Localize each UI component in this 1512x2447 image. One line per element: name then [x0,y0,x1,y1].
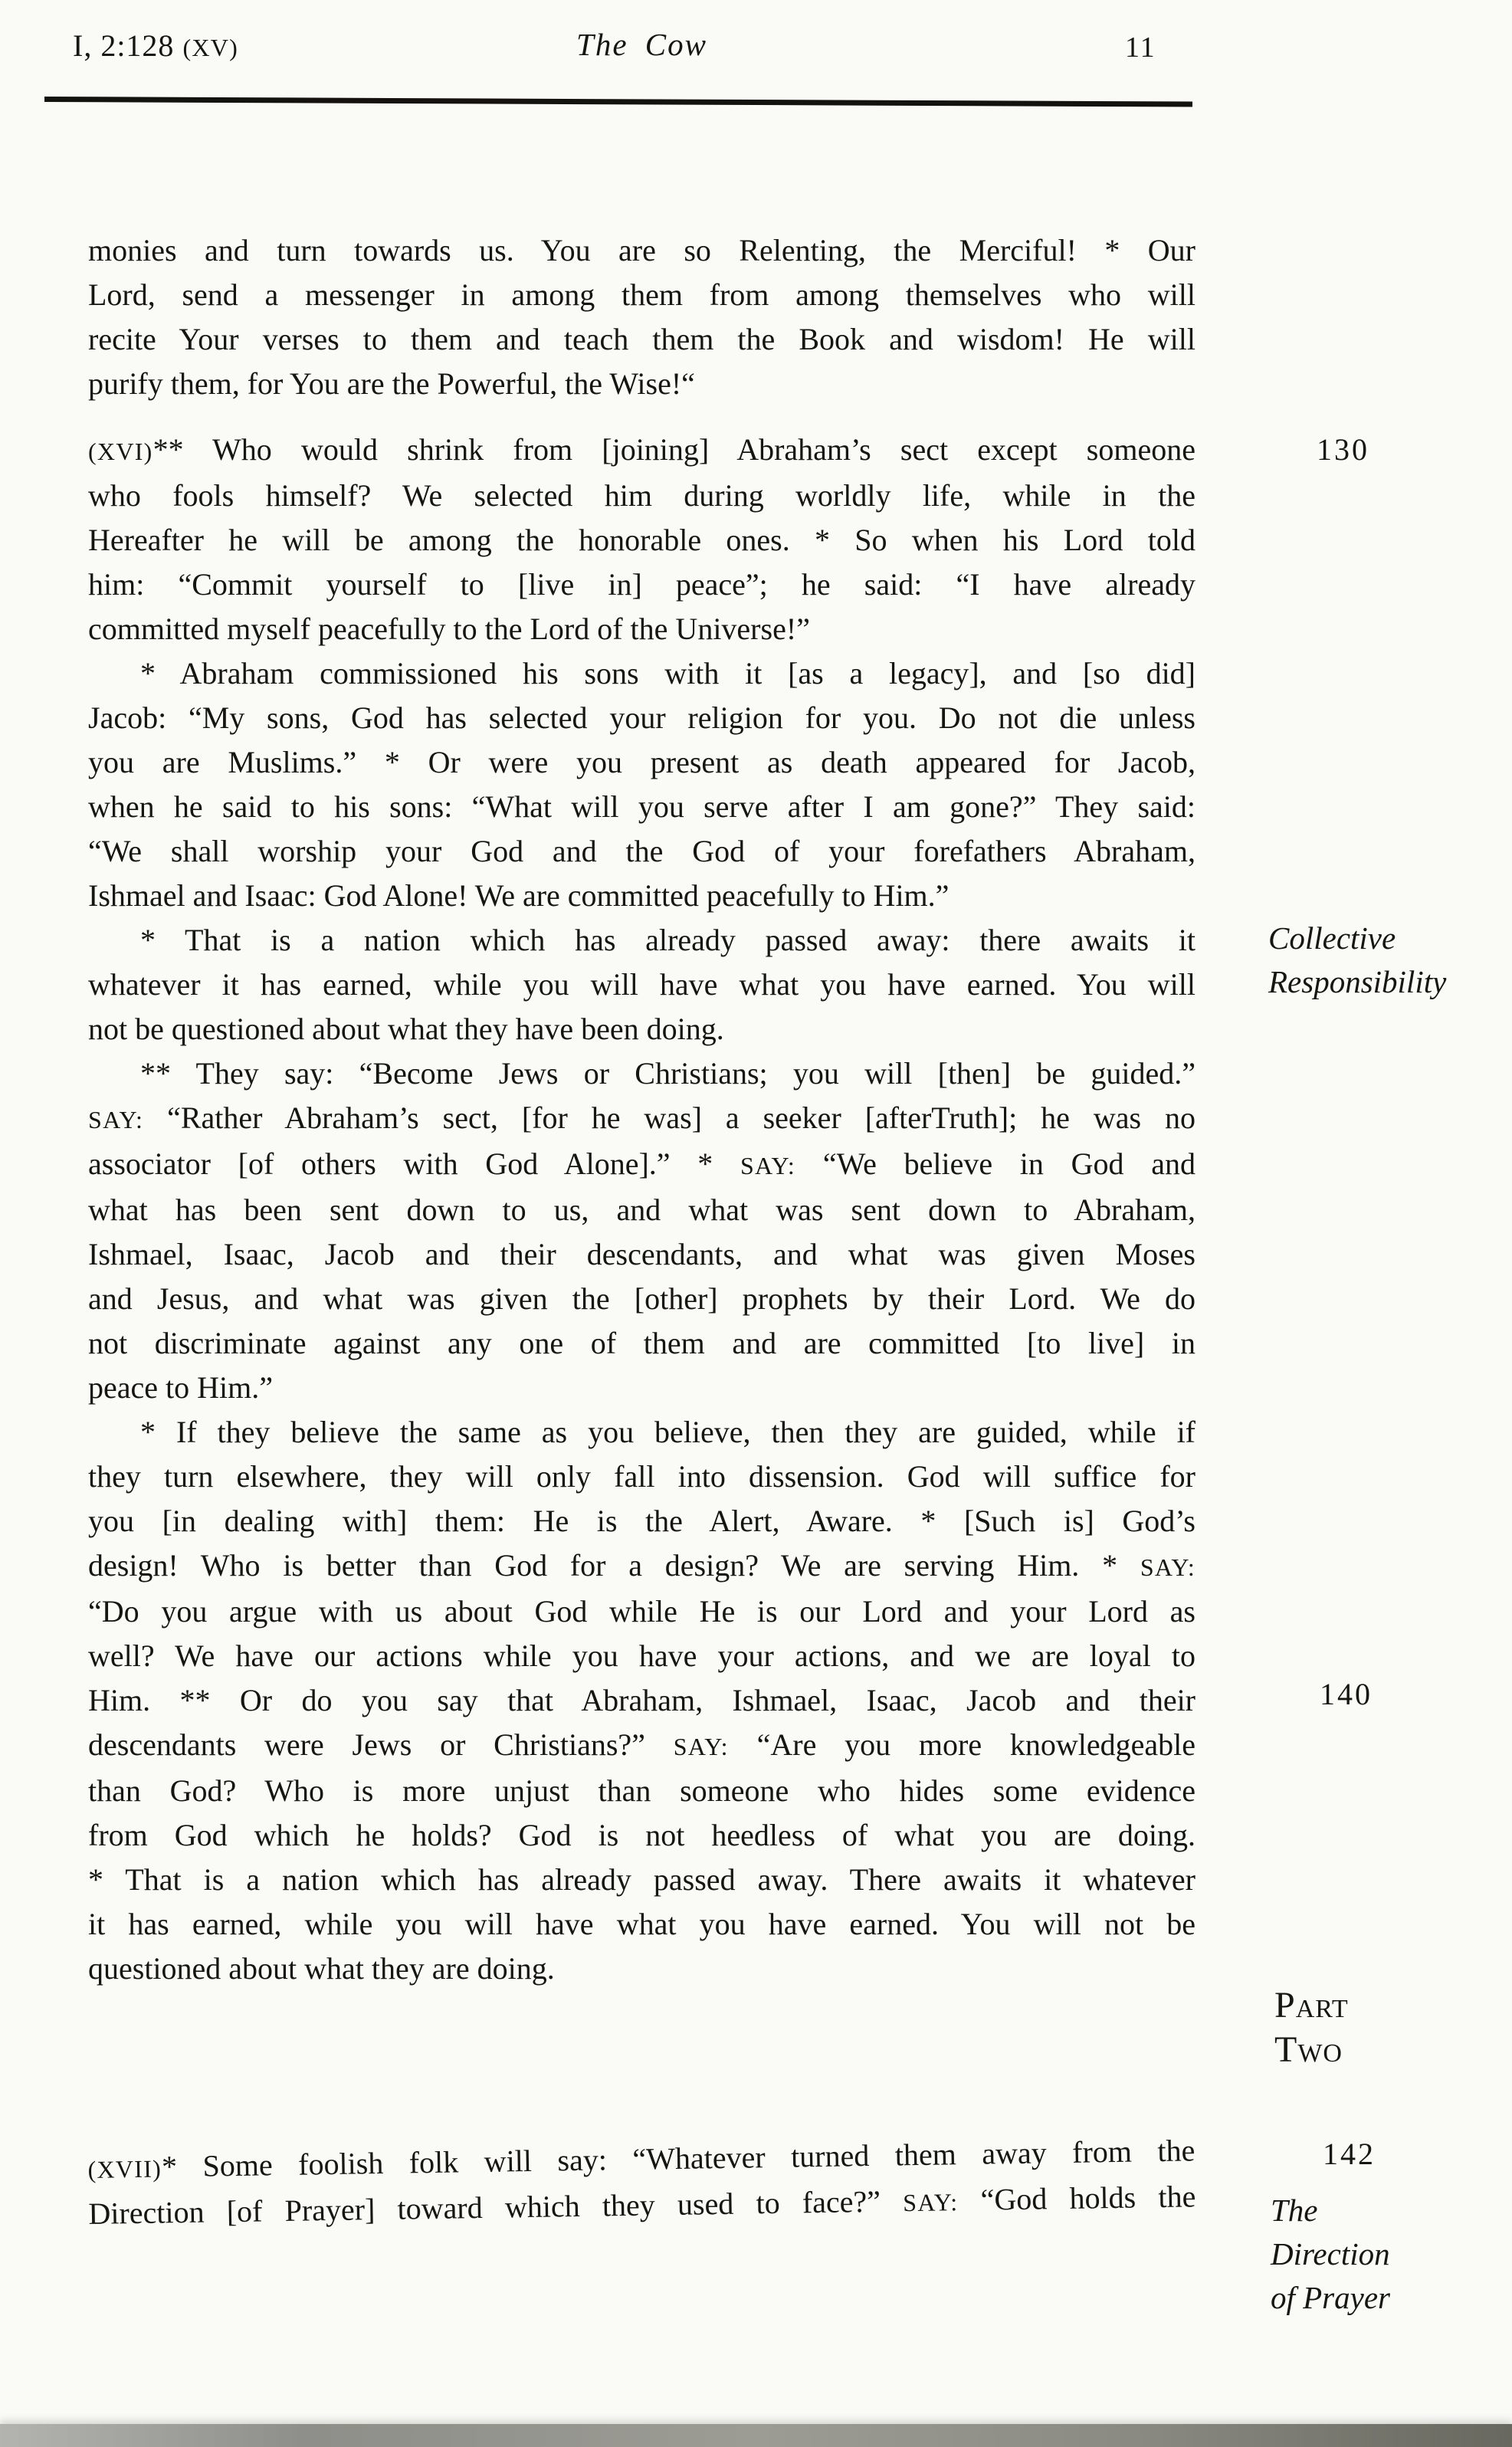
text-line: * If they believe the same as you believe, then they are guided, while if [140,1415,1195,1449]
text-line: * That is a nation which has already passed away. There awaits it whatever [88,1862,1195,1897]
text-line: questioned about what they are doing. [88,1951,555,1986]
scan-edge-artifact [0,2424,1512,2447]
text-line: “We shall worship your God and the God of your forefathers Abraham, [88,834,1195,868]
text-line: Him. ** Or do you say that Abraham, Ishmael, Isaac, Jacob and their [88,1683,1195,1717]
text-line: Lord, send a messenger in among them from among themselves who will [88,277,1195,312]
text-line: it has earned, while you will have what you have earned. You will not be [88,1907,1195,1941]
text-line: recite Your verses to them and teach them the Book and wisdom! He will [88,322,1195,356]
text-line: well? We have our actions while you have your actions, and we are loyal to [88,1638,1195,1673]
header-verse-ref: I, 2:128 (XV) [73,28,239,63]
text-line: SAY: “Rather Abraham’s sect, [for he was] a seeker [afterTruth]; he was no [88,1100,1195,1135]
text-line: “Do you argue with us about God while He is our Lord and your Lord as [88,1594,1195,1629]
text-line: Hereafter he will be among the honorable ones. * So when his Lord told [88,523,1195,557]
text-line: purify them, for You are the Powerful, the Wise!“ [88,366,695,401]
margin-verse-number-130: 130 [1317,432,1369,467]
text-line: Direction [of Prayer] toward which they used to face?” SAY: “God holds the [88,2179,1196,2231]
text-line: who fools himself? We selected him during worldly life, while in the [88,478,1195,513]
text-line: associator [of others with God Alone].” * SAY: “We believe in God and [88,1146,1195,1181]
paragraph-xvii [87,2128,1196,2238]
margin-note-line: Collective [1268,920,1396,956]
margin-verse-number-142: 142 [1323,2137,1376,2171]
text-line: * Abraham commissioned his sons with it [as a legacy], and [so did] [140,656,1195,690]
text-line: and Jesus, and what was given the [other] prophets by their Lord. We do [88,1281,1195,1316]
text-line: whatever it has earned, while you will have what you have earned. You will [88,967,1195,1002]
header-rule [44,97,1192,107]
paragraph-if-they-believe [88,1410,1195,1991]
text-line: what has been sent down to us, and what was sent down to Abraham, [88,1192,1195,1227]
margin-note-line: The [1271,2193,1318,2228]
margin-note-direction-of-prayer [1271,2189,1390,2320]
text-line: Ishmael and Isaac: God Alone! We are committed peacefully to Him.” [88,878,950,913]
text-line: not be questioned about what they have been doing. [88,1012,724,1046]
text-line: you are Muslims.” * Or were you present as death appeared for Jacob, [88,745,1195,779]
text-line: design! Who is better than God for a design? We are serving Him. * SAY: [88,1548,1195,1583]
paragraph-xvi [88,428,1195,651]
text-line: you [in dealing with] them: He is the Alert, Aware. * [Such is] God’s [88,1504,1195,1538]
margin-note-line: Two [1274,2029,1343,2070]
text-line: ** They say: “Become Jews or Christians; you will [then] be guided.” [140,1056,1195,1091]
text-line: descendants were Jews or Christians?” SAY: “Are you more knowledgeable [88,1727,1196,1762]
text-line: (XVII)* Some foolish folk will say: “Whatever turned them away from the [87,2133,1195,2184]
paragraph-become-jews [88,1051,1195,1410]
paragraph-continuation [88,228,1195,406]
body-text [88,228,1195,2238]
text-line: * That is a nation which has already passed away: there awaits it [140,923,1195,957]
margin-note-line: Responsibility [1268,964,1447,999]
margin-part-two [1274,1983,1349,2072]
text-line: him: “Commit yourself to [live in] peace”; he said: “I have already [88,567,1195,602]
text-line: not discriminate against any one of them and are committed [to live] in [88,1326,1195,1360]
text-line: (XVI)** Who would shrink from [joining] Abraham’s sect except someone [88,432,1195,467]
text-line: when he said to his sons: “What will you serve after I am gone?” They said: [88,789,1195,824]
paragraph-abraham-legacy [88,651,1195,918]
text-line: peace to Him.” [88,1370,273,1405]
text-line: monies and turn towards us. You are so Relenting, the Merciful! * Our [88,233,1195,267]
text-line: from God which he holds? God is not heedless of what you are doing. [88,1818,1195,1852]
text-line: Ishmael, Isaac, Jacob and their descendants, and what was given Moses [88,1237,1195,1271]
text-line: Jacob: “My sons, God has selected your religion for you. Do not die unless [88,700,1195,735]
margin-note-line: of Prayer [1271,2280,1390,2315]
paragraph-nation-passed [88,918,1195,1051]
header-page-number: 11 [1125,31,1156,64]
text-line: than God? Who is more unjust than someone who hides some evidence [88,1773,1195,1808]
margin-verse-number-140: 140 [1320,1677,1373,1711]
margin-note-collective-responsibility [1268,917,1446,1004]
header-chapter-title: The Cow [576,27,707,62]
text-line: they turn elsewhere, they will only fall into dissension. God will suffice for [88,1459,1195,1494]
margin-note-line: Part [1274,1985,1349,2025]
text-line: committed myself peacefully to the Lord of the Universe!” [88,612,810,646]
margin-note-line: Direction [1271,2236,1390,2272]
